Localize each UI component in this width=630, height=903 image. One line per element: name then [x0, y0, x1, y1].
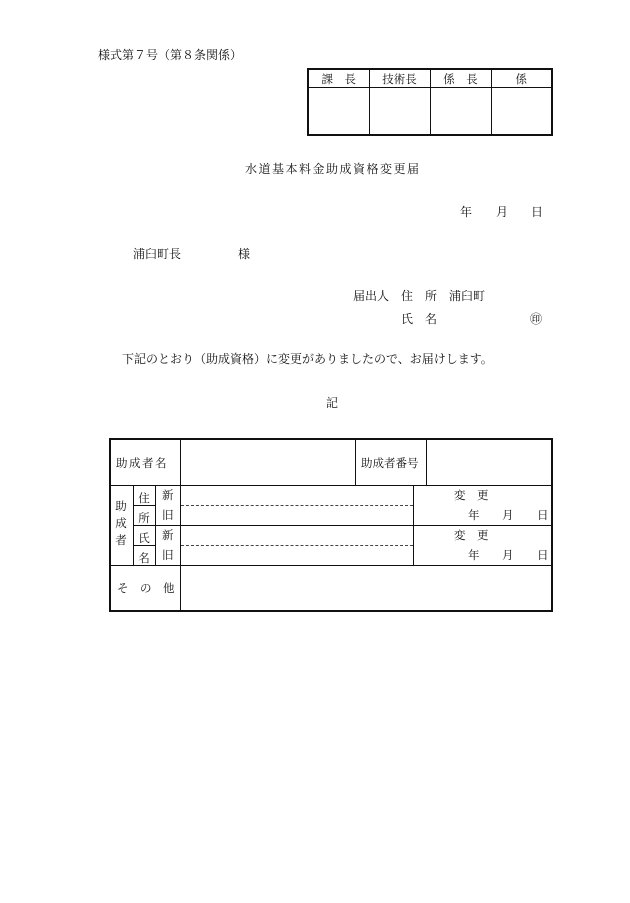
addressee-honorific: 様: [238, 247, 251, 261]
address-change-year: 年: [468, 508, 480, 522]
seal-icon: ㊞: [530, 312, 543, 326]
applicant-label: 届出人: [353, 289, 390, 303]
name-change-day: 日: [537, 548, 549, 562]
approval-stamp-cell[interactable]: [491, 88, 552, 136]
approval-stamp-cell[interactable]: [430, 88, 491, 136]
name-vertical-label: 氏名: [138, 531, 150, 565]
recipient-name-field[interactable]: [183, 442, 353, 483]
name-change-label: 変 更: [454, 528, 489, 542]
other-field[interactable]: [183, 568, 549, 608]
approval-stamp-cell[interactable]: [308, 88, 369, 136]
recipient-name-label: 助成者名: [116, 456, 168, 470]
date-year: 年: [460, 205, 473, 219]
name-new-label: 新: [162, 528, 174, 542]
address-old-label: 旧: [162, 508, 174, 522]
approval-header-kacho: 課 長: [308, 69, 369, 88]
document-title: 水道基本料金助成資格変更届: [245, 162, 421, 176]
form-number: 様式第７号（第８条関係）: [98, 48, 243, 62]
addressee-name: 浦臼町長: [133, 247, 182, 261]
name-change-month: 月: [502, 548, 514, 562]
name-new-field[interactable]: [183, 527, 411, 544]
approval-header-kakari: 係: [491, 69, 552, 88]
ki-heading: 記: [326, 396, 339, 410]
body-text: 下記のとおり（助成資格）に変更がありましたので、お届けします。: [122, 352, 493, 366]
applicant-address-value: 浦臼町: [449, 289, 486, 303]
applicant-name-label: 氏 名: [401, 312, 438, 326]
change-details-table: [109, 438, 553, 612]
approval-header-gijutsucho: 技術長: [369, 69, 430, 88]
recipient-vertical-label: 助成者: [115, 499, 127, 547]
address-change-month: 月: [502, 508, 514, 522]
name-old-label: 旧: [162, 548, 174, 562]
address-change-label: 変 更: [454, 488, 489, 502]
other-label: そ の 他: [117, 581, 175, 595]
recipient-number-label: 助成者番号: [361, 456, 419, 470]
name-old-field[interactable]: [183, 547, 411, 564]
approval-stamp-cell[interactable]: [369, 88, 430, 136]
approval-header-kakaricho: 係 長: [430, 69, 491, 88]
address-change-day: 日: [537, 508, 549, 522]
date-day: 日: [531, 205, 544, 219]
recipient-number-field[interactable]: [429, 442, 549, 483]
name-change-year: 年: [468, 548, 480, 562]
address-new-field[interactable]: [183, 487, 411, 504]
address-new-label: 新: [162, 488, 174, 502]
applicant-address-label: 住 所: [401, 289, 438, 303]
address-old-field[interactable]: [183, 507, 411, 524]
date-month: 月: [496, 205, 509, 219]
approval-stamp-table: [307, 68, 553, 136]
address-vertical-label: 住所: [138, 491, 150, 525]
